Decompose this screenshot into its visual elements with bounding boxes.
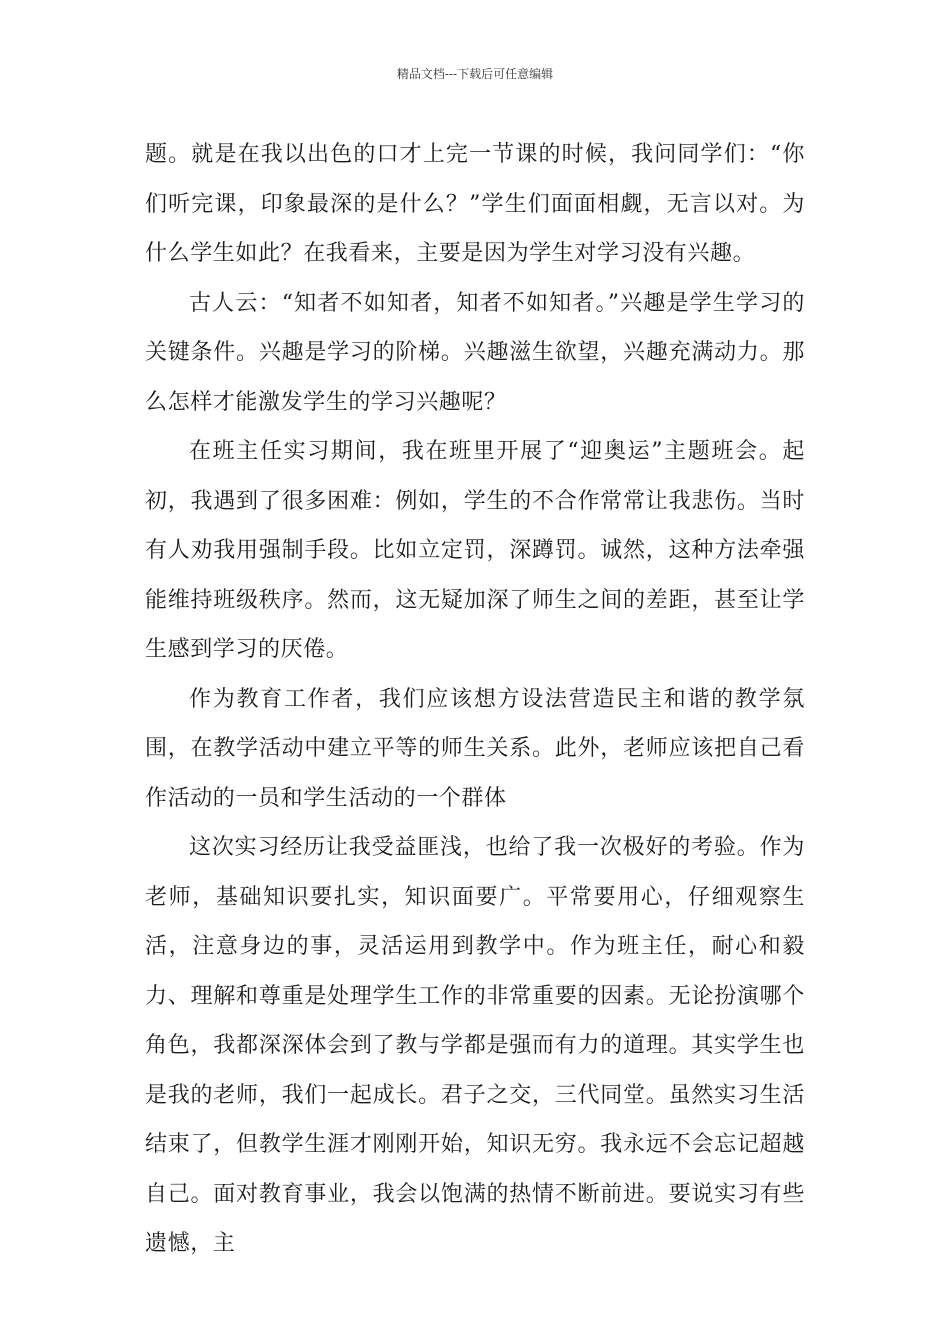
paragraph-3: 在班主任实习期间，我在班里开展了“迎奥运”主题班会。起初，我遇到了很多困难：例如，学生的不合作常常让我悲伤。当时有人劝我用强制手段。比如立定罚，深蹲罚。诚然，这种方法牵强能维持班级秩序。然而，这无疑加深了师生之间的差距，甚至让学生感到学习的厌倦。 [145,439,805,662]
document-body [145,130,805,1269]
paragraph-2: 古人云：“知者不如知者，知者不如知者。”兴趣是学生学习的关键条件。兴趣是学习的阶梯。兴趣滋生欲望，兴趣充满动力。那么怎样才能激发学生的学习兴趣呢？ [145,290,805,415]
paragraph-5: 这次实习经历让我受益匪浅，也给了我一次极好的考验。作为老师，基础知识要扎实，知识面要广。平常要用心，仔细观察生活，注意身边的事，灵活运用到教学中。作为班主任，耐心和毅力、理解和尊重是处理学生工作的非常重要的因素。无论扮演哪个角色，我都深深体会到了教与学都是强而有力的道理。其实学生也是我的老师，我们一起成长。君子之交，三代同堂。虽然实习生活结束了，但教学生涯才刚刚开始，知识无穷。我永远不会忘记超越自己。面对教育事业，我会以饱满的热情不断前进。要说实习有些遗憾，主 [145,835,805,1256]
page-header: 精品文档---下载后可任意编辑 [396,67,554,81]
paragraph-1: 题。就是在我以出色的口才上完一节课的时候，我问同学们：“你们听完课，印象最深的是什么？”学生们面面相觑，无言以对。为什么学生如此？在我看来，主要是因为学生对学习没有兴趣。 [145,142,805,266]
paragraph-4: 作为教育工作者，我们应该想方设法营造民主和谐的教学氛围，在教学活动中建立平等的师生关系。此外，老师应该把自己看作活动的一员和学生活动的一个群体 [145,686,805,811]
